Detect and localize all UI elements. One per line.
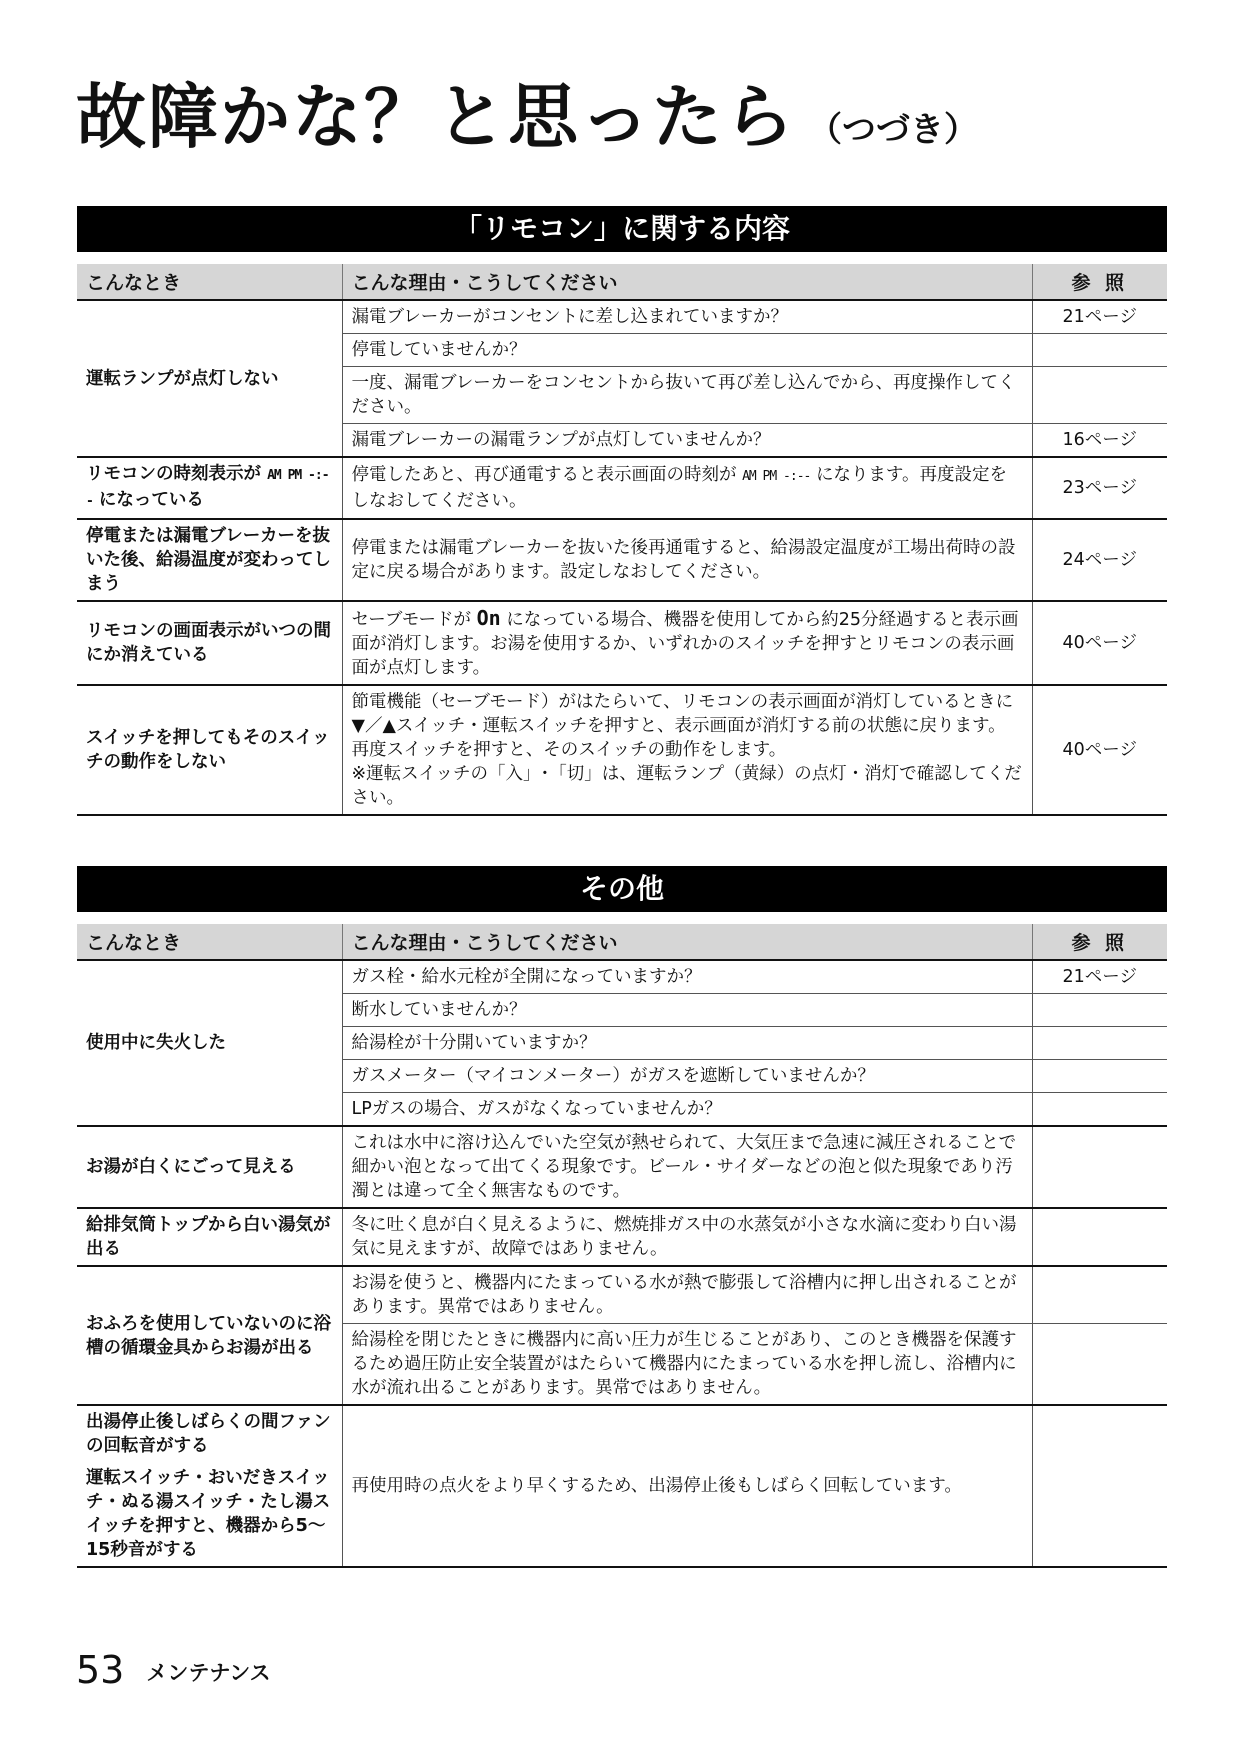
table-row	[77, 457, 1167, 519]
table-row	[77, 960, 1167, 994]
condition-text: になっている	[98, 490, 204, 510]
page-number: 53	[76, 1648, 125, 1692]
reason-text: 停電したあと、再び通電すると表示画面の時刻が	[351, 465, 737, 485]
reason-text: になります。再度設定をしなおしてください。	[351, 465, 1008, 511]
reason-text: になっている場合、機器を使用してから約25分経過すると表示画面が消灯します。お湯を使用するか、いずれかのスイッチを押すとリモコンの表示画面が点灯します。	[351, 610, 1019, 678]
reference-cell: 21ページ	[1032, 300, 1167, 334]
section-other	[77, 866, 1167, 1568]
reference-cell	[1032, 1060, 1167, 1093]
table-row	[77, 1266, 1167, 1324]
table-header-row	[77, 264, 1167, 300]
reason-cell: LPガスの場合、ガスがなくなっていませんか？	[342, 1093, 1032, 1127]
reason-cell: 冬に吐く息が白く見えるように、燃焼排ガス中の水蒸気が小さな水滴に変わり白い湯気に見えますが、故障ではありません。	[342, 1208, 1032, 1266]
condition-cell: 運転ランプが点灯しない	[77, 300, 342, 457]
reference-cell: 24ページ	[1032, 519, 1167, 601]
condition-text: 運転スイッチ・おいだきスイッチ・ぬる湯スイッチ・たし湯スイッチを押すと、機器から5～15秒音がする	[86, 1468, 331, 1560]
reason-cell: 給湯栓が十分開いていますか？	[342, 1027, 1032, 1060]
reason-cell: 一度、漏電ブレーカーをコンセントから抜いて再び差し込んでから、再度操作してください。	[342, 367, 1032, 424]
reason-cell: 給湯栓を閉じたときに機器内に高い圧力が生じることがあり、このとき機器を保護するため過圧防止安全装置がはたらいて機器内にたまっている水を押し流し、浴槽内に水が流れ出ることがあります。異常ではありません。	[342, 1324, 1032, 1406]
table-row	[77, 300, 1167, 334]
table-row	[77, 1126, 1167, 1208]
condition-cell: スイッチを押してもそのスイッチの動作をしない	[77, 685, 342, 815]
header-reference: 参 照	[1032, 264, 1167, 300]
reason-cell: 断水していませんか？	[342, 994, 1032, 1027]
clock-display-icon: AM PM -:--	[86, 468, 329, 509]
reason-note: ※運転スイッチの「入」･「切」は、運転ランプ（黄緑）の点灯・消灯で確認してください。	[351, 764, 1022, 808]
condition-text: リモコンの時刻表示が	[86, 464, 261, 484]
reference-cell: 40ページ	[1032, 685, 1167, 815]
troubleshoot-table	[77, 264, 1167, 816]
table-row	[77, 1405, 1167, 1567]
table-row	[77, 1208, 1167, 1266]
reference-cell: 40ページ	[1032, 601, 1167, 685]
reference-cell	[1032, 367, 1167, 424]
condition-cell: 使用中に失火した	[77, 960, 342, 1126]
condition-cell: 停電または漏電ブレーカーを抜いた後、給湯温度が変わってしまう	[77, 519, 342, 601]
condition-cell: お湯が白くにごって見える	[77, 1126, 342, 1208]
header-reference: 参 照	[1032, 924, 1167, 960]
page-title-main: 故障かな？と思ったら	[76, 76, 796, 158]
reason-cell: ガスメーター（マイコンメーター）がガスを遮断していませんか？	[342, 1060, 1032, 1093]
reason-cell: これは水中に溶け込んでいた空気が熱せられて、大気圧まで急速に減圧されることで細かい泡となって出てくる現象です。ビール・サイダーなどの泡と似た現象であり汚濁とは違って全く無害なものです。	[342, 1126, 1032, 1208]
section-title: その他	[77, 866, 1167, 912]
reason-text: 節電機能（セーブモード）がはたらいて、リモコンの表示画面が消灯しているときに▼／▲スイッチ・運転スイッチを押すと、表示画面が消灯する前の状態に戻ります。再度スイッチを押すと、そのスイッチの動作をします。	[351, 692, 1014, 760]
on-display-icon: On	[476, 606, 501, 630]
reference-cell	[1032, 994, 1167, 1027]
reference-cell: 16ページ	[1032, 424, 1167, 458]
header-reason: こんな理由・こうしてください	[342, 264, 1032, 300]
reason-text: セーブモードが	[351, 610, 472, 630]
reference-cell	[1032, 1208, 1167, 1266]
clock-display-icon: AM PM -:--	[742, 469, 811, 484]
reference-cell: 21ページ	[1032, 960, 1167, 994]
reference-cell	[1032, 334, 1167, 367]
header-condition: こんなとき	[77, 264, 342, 300]
reason-cell: 停電または漏電ブレーカーを抜いた後再通電すると、給湯設定温度が工場出荷時の設定に戻る場合があります。設定しなおしてください。	[342, 519, 1032, 601]
reason-cell: 再使用時の点火をより早くするため、出湯停止後もしばらく回転しています。	[342, 1405, 1032, 1567]
reason-cell: 漏電ブレーカーがコンセントに差し込まれていますか？	[342, 300, 1032, 334]
reason-cell	[342, 685, 1032, 815]
reason-cell: 停電していませんか？	[342, 334, 1032, 367]
reason-cell: ガス栓・給水元栓が全開になっていますか？	[342, 960, 1032, 994]
reason-cell: お湯を使うと、機器内にたまっている水が熱で膨張して浴槽内に押し出されることがあります。異常ではありません。	[342, 1266, 1032, 1324]
table-row	[77, 601, 1167, 685]
section-title: 「リモコン」に関する内容	[77, 206, 1167, 252]
page-footer	[76, 1648, 271, 1692]
condition-cell	[77, 1405, 342, 1567]
reference-cell	[1032, 1027, 1167, 1060]
table-header-row	[77, 924, 1167, 960]
reference-cell	[1032, 1266, 1167, 1324]
footer-label: メンテナンス	[146, 1661, 271, 1685]
page-title-sub: （つづき）	[808, 110, 978, 150]
table-row	[77, 519, 1167, 601]
troubleshoot-table	[77, 924, 1167, 1568]
table-row	[77, 685, 1167, 815]
condition-text: 出湯停止後しばらくの間ファンの回転音がする	[86, 1412, 331, 1456]
reason-cell	[342, 601, 1032, 685]
reason-cell: 漏電ブレーカーの漏電ランプが点灯していませんか？	[342, 424, 1032, 458]
condition-cell	[77, 457, 342, 519]
header-reason: こんな理由・こうしてください	[342, 924, 1032, 960]
reference-cell	[1032, 1324, 1167, 1406]
section-remocon	[77, 206, 1167, 816]
reference-cell: 23ページ	[1032, 457, 1167, 519]
header-condition: こんなとき	[77, 924, 342, 960]
condition-cell: おふろを使用していないのに浴槽の循環金具からお湯が出る	[77, 1266, 342, 1405]
condition-cell: 給排気筒トップから白い湯気が出る	[77, 1208, 342, 1266]
condition-cell: リモコンの画面表示がいつの間にか消えている	[77, 601, 342, 685]
reference-cell	[1032, 1405, 1167, 1567]
reference-cell	[1032, 1126, 1167, 1208]
reason-cell	[342, 457, 1032, 519]
reference-cell	[1032, 1093, 1167, 1127]
page-title	[76, 76, 978, 158]
